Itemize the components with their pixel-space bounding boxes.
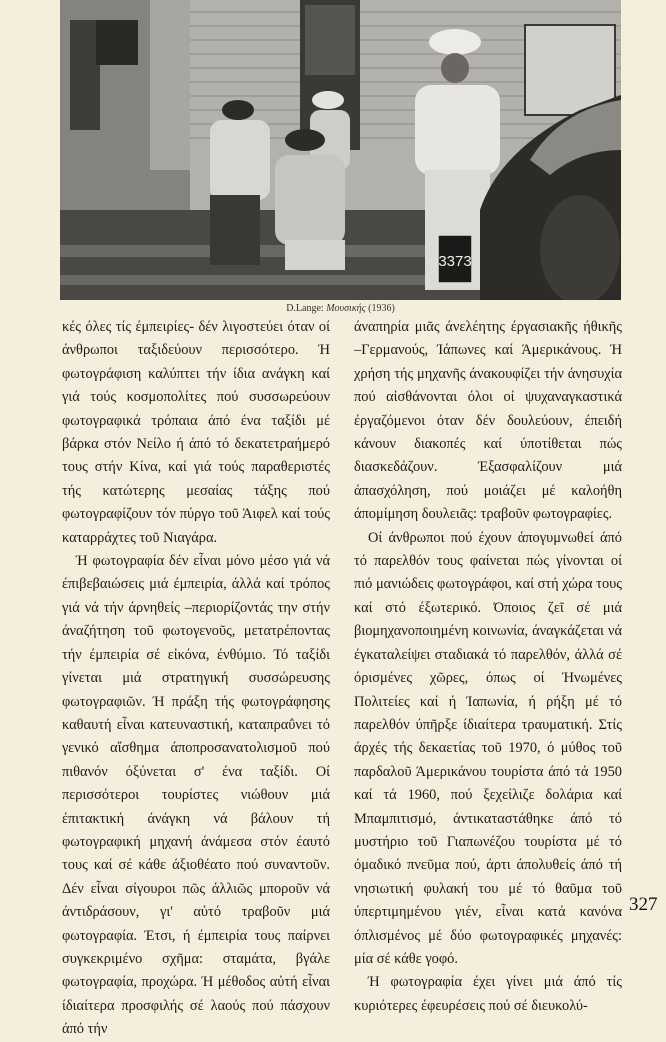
paragraph: Ή φωτογραφία έχει γίνει μιά άπό τίς κυριότερες έφευρέσεις πού σέ διευκολύ- (354, 974, 622, 1014)
right-text-column (354, 316, 622, 1018)
photo-caption (60, 303, 621, 314)
caption-author: D.Lange: (286, 303, 327, 314)
historical-photograph (60, 0, 621, 300)
paragraph: Ή φωτογραφία δέν εἶναι μόνο μέσο γιά νά έπιβεβαιώσεις μιά έμπειρία, άλλά καί τρόπος γιά νά τήν άρνηθείς –περιορίζοντάς την στήν άναζήτηση τοῦ φωτογενοῦς, μετατρέποντας τήν έμπειρία σέ εἰκόνα, ένθύμιο. Τό ταξίδι γίνεται μιά στρατηγική συσσώρευσης φωτογραφιῶν. Ή πράξη τής φωτογράφησης καθαυτή εἶναι κατευναστική, καταπραΰνει τό γενικό αἴσθημα άποπροσανατολισμοῦ πού πιθανόν όξύνεται σ' ένα ταξίδι. Οί περισσότεροι τουρίστες νιώθουν μιά έπιτακτική άνάγκη νά βάλουν τή φωτογραφική μηχανή άνάμεσα στόν έαυτό τους καί σέ κάθε άξιοθέατο πού συναντοῦν. Δέν εἶναι σίγουροι πῶς άλλιῶς μποροῦν νά άντιδράσουν, γι' αὐτό τραβοῦν μιά φωτογραφία. Έτσι, ή έμπειρία τους παίρνει συγκεκριμένο σχῆμα: σταμάτα, βγάλε φωτογραφία, προχώρα. Ή μέθοδος αὐτή εἶναι ίδιαίτερα προσφιλής σέ λαούς πού πάσχουν άπό τήν (62, 553, 330, 1038)
paragraph: άναπηρία μιᾶς άνελέητης έργασιακῆς ήθικῆς –Γερμανούς, Ίάπωνες καί Άμερικάνους. Ή χρήση τής μηχανῆς άνακουφίζει τήν άνησυχία πού αἰσθάνονται όλοι οί ψυχαναγκαστικά έργαζόμενοι όταν δέν δουλεύουν, έπειδή κάνουν διακοπές καί ύποτίθεται πώς διασκεδάζουν. Έξασφαλίζουν μιά άπασχόληση, πού μοιάζει μέ καλοήθη άπομίμηση δουλειᾶς: τραβοῦν φωτογραφίες. (354, 319, 622, 523)
page-number: 327 (629, 894, 658, 915)
paragraph: κές όλες τίς έμπειρίες- δέν λιγοστεύει όταν οί άνθρωποι ταξιδεύουν περισσότερο. Ή φωτογράφιση καλύπτει τήν ίδια ανάγκη καί γιά τούς κοσμοπολίτες πού συσσωρεύουν φωτογραφικά τρόπαια άπό ένα ταξίδι μέ βάρκα στόν Νείλο ή άπό τό δεκατετραήμερό τους στήν Κίνα, καί γιά τούς παραθεριστές τής κατώτερης μεσαίας τάξης πού φωτογραφίζουν τόν πύργο τοῦ Άιφελ καί τούς καταρράχτες τοῦ Νιαγάρα. (62, 319, 330, 546)
paragraph: Οί άνθρωποι πού έχουν άπογυμνωθεί άπό τό παρελθόν τους φαίνεται πώς γίνονται οί πιό μανιώδεις φωτογράφοι, καί στή χώρα τους καί στό έξωτερικό. Όποιος ζεῖ σέ μιά βιομηχανοποιημένη κοινωνία, άναγκάζεται νά έγκαταλείψει σταδιακά τό παρελθόν, άλλά σέ όρισμένες χῶρες, όπως οί Ήνωμένες Πολιτείες καί ή Ίαπωνία, ή ρήξη μέ τό παρελθόν ύπῆρξε ίδιαίτερα τραυματική. Στίς άρχές τής δεκαετίας τοῦ 1970, ό μύθος τοῦ παρδαλοῦ Άμερικάνου τουρίστα άπό τά 1950 καί τά 1960, πού ξεχείλιζε δολάρια καί Μπαμπιτισμό, άντικαταστάθηκε άπό τό μυστήριο τοῦ Γιαπωνέζου τουρίστα μέ τό όμαδικό πνεῦμα πού, άρτι άπολυθείς άπό τή νησιωτική φυλακή του μέ τό θαῦμα τοῦ ύπερτιμημένου γιέν, εἶναι κατά κανόνα όπλισμένος μέ δύο φωτογραφικές μηχανές: μία σέ κάθε γοφό. (354, 529, 622, 967)
left-text-column (62, 316, 330, 1042)
caption-year: (1936) (365, 303, 395, 314)
caption-title: Μουσικής (326, 303, 366, 314)
license-plate-text: 3373 (438, 253, 472, 270)
